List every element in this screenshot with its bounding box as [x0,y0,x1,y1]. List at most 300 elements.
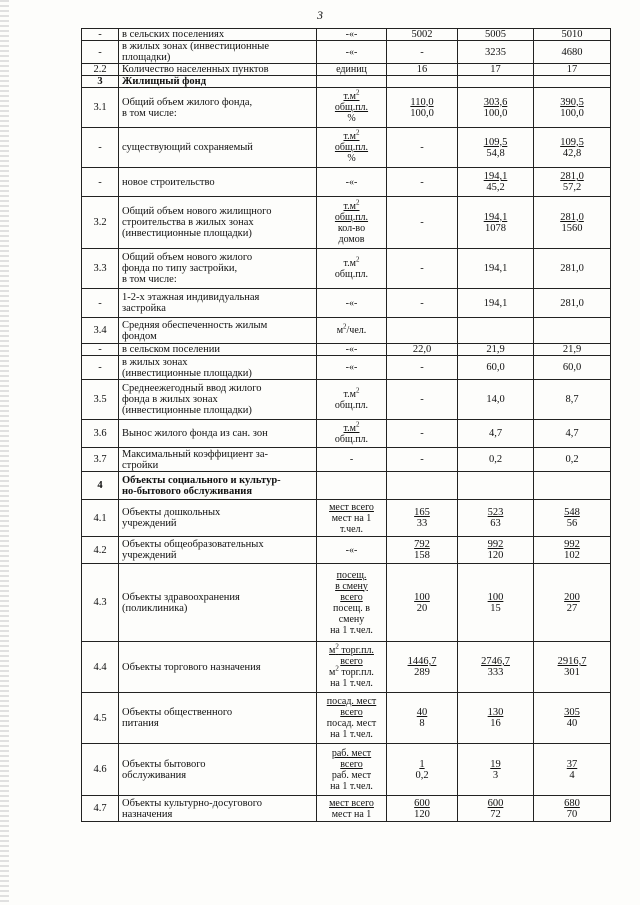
indicator-name [119,537,317,564]
row-number: 3.4 [82,318,119,344]
unit [317,64,387,76]
value-v2 [458,88,534,128]
value-v2 [458,744,534,796]
unit [317,420,387,448]
v3-line: 301 [564,667,580,678]
value-v3 [534,197,611,249]
value-v3 [534,472,611,500]
unit-line: $м^2$ торг.пл. [329,664,374,678]
unit [317,197,387,249]
value-v1 [387,380,458,420]
value-v3 [534,448,611,472]
name-line: (инвестиционные площадки) [122,228,252,239]
unit-line: общ.пл. [334,211,369,223]
unit-line: -«- [345,544,358,556]
indicator-name [119,642,317,693]
value-v1 [387,500,458,537]
name-line: в том числе: [122,107,177,119]
indicator-name [119,76,317,88]
v3-line: 27 [566,602,578,614]
v3-line: 4,7 [565,428,579,439]
v1-line: 8 [419,718,425,729]
value-v2 [458,197,534,249]
unit [317,76,387,88]
name-line: в сельском поселении [122,344,220,355]
indicators-table [81,28,611,822]
row-number: 3.7 [82,448,119,472]
name-line: (инвестиционные площадки) [122,405,252,416]
value-v3 [534,796,611,822]
row-number: - [82,344,119,356]
unit [317,356,387,380]
name-line: Общий объем жилого фонда, [122,96,253,108]
value-v3 [534,344,611,356]
unit-line: мест на 1 [331,808,372,820]
v1-line: 792 [414,539,430,550]
name-line: учреждений [122,518,177,529]
unit-line: % [347,153,356,164]
row-number: 4.5 [82,693,119,744]
value-v2 [458,380,534,420]
v3-line: 548 [564,507,580,518]
row-number: - [82,356,119,380]
v1-line: 289 [414,667,430,678]
v2-line: 14,0 [486,394,505,405]
name-line: Объекты общественного [122,707,233,718]
unit [317,318,387,344]
value-v3 [534,168,611,197]
table-row [82,29,611,41]
v1-line: - [420,217,424,228]
row-number: 3.2 [82,197,119,249]
value-v1 [387,448,458,472]
table-row [82,249,611,289]
name-line: фонда по типу застройки, [122,263,238,274]
v3-line: 1560 [561,222,583,234]
indicator-name [119,41,317,64]
value-v1 [387,537,458,564]
v3-line: 305 [564,707,580,718]
v2-line: 120 [487,550,504,561]
v3-line: 37 [566,758,578,770]
table-row [82,448,611,472]
table-row [82,128,611,168]
name-line: стройки [122,459,159,471]
indicator-name [119,420,317,448]
value-v3 [534,380,611,420]
indicator-name [119,128,317,168]
table-row [82,64,611,76]
name-line: строительства в жилых зонах [122,217,254,228]
name-line: Максимальный коэффициент за- [122,448,268,460]
value-v1 [387,420,458,448]
unit-line: -«- [345,297,358,309]
v1-line: 110,0 [410,96,434,108]
v1-line: 33 [416,518,428,529]
value-v3 [534,500,611,537]
v3-line: 8,7 [565,394,579,405]
name-line: Объекты социального и культур- [122,474,281,486]
value-v2 [458,168,534,197]
v2-line: 60,0 [486,362,505,373]
name-line: Количество населенных пунктов [122,64,269,75]
unit-line: домов [338,233,365,245]
value-v2 [458,29,534,41]
unit-line: посад. мест [326,718,377,729]
value-v3 [534,76,611,88]
v1-line: 16 [416,64,428,75]
indicator-name [119,796,317,822]
row-number: 4.3 [82,564,119,642]
v1-line: 22,0 [412,344,432,355]
table-row [82,318,611,344]
unit [317,693,387,744]
value-v2 [458,76,534,88]
indicator-name [119,380,317,420]
value-v1 [387,168,458,197]
value-v3 [534,41,611,64]
v3-line: 57,2 [562,182,582,193]
value-v2 [458,356,534,380]
unit-line: на 1 т.чел. [330,729,373,740]
row-number: - [82,29,119,41]
value-v3 [534,356,611,380]
value-v1 [387,41,458,64]
name-line: Жилищный фонд [122,76,207,87]
table-row [82,344,611,356]
unit-line: на 1 т.чел. [330,624,373,636]
name-line: но-бытового обслуживания [122,485,253,497]
row-number: - [82,168,119,197]
unit [317,796,387,822]
table-row [82,88,611,128]
value-v2 [458,564,534,642]
v1-line: - [420,297,424,309]
v2-line: 130 [487,707,504,718]
v3-line: 2916,7 [557,656,587,667]
value-v1 [387,796,458,822]
table-row [82,744,611,796]
v3-line: 281,0 [560,297,584,309]
row-number: 4.7 [82,796,119,822]
v2-line: 17 [490,64,501,75]
v2-line: 992 [487,539,504,550]
name-line: Объекты культурно-досугового [122,797,263,809]
table-row [82,420,611,448]
v1-line: 120 [414,808,430,820]
table-row [82,289,611,318]
value-v2 [458,796,534,822]
unit-line: кол-во [337,222,366,234]
name-line: (инвестиционные площадки) [122,367,252,379]
unit [317,500,387,537]
unit [317,249,387,289]
v2-line: 100,0 [483,107,508,119]
unit-line: мест всего [329,797,374,809]
unit-line: всего [340,707,363,718]
value-v1 [387,88,458,128]
value-v2 [458,500,534,537]
value-v2 [458,128,534,168]
v2-line: 5005 [485,29,506,40]
row-number: 4 [82,472,119,500]
unit-line: общ.пл. [334,268,369,280]
v1-line: - [420,394,424,405]
name-line: в жилых зонах (инвестиционные [122,41,269,52]
unit-line: -«- [345,344,358,355]
name-line: назначения [122,808,173,820]
value-v1 [387,76,458,88]
name-line: учреждений [122,550,177,561]
value-v2 [458,318,534,344]
unit-line: общ.пл. [334,142,369,153]
value-v3 [534,128,611,168]
unit-line: общ.пл. [334,102,369,113]
v3-line: 102 [564,550,580,561]
v1-line: - [420,142,424,153]
indicator-name [119,249,317,289]
v2-line: 194,1 [483,211,508,223]
table-row [82,197,611,249]
name-line: Среднеежегодный ввод жилого [122,383,262,394]
name-line: Объекты торгового назначения [122,661,261,673]
v2-line: 333 [487,667,504,678]
unit-line: посещ. [336,569,367,581]
unit [317,744,387,796]
unit-line: -«- [345,46,358,58]
unit-line: $т.м^2$ [343,420,360,434]
v2-line: 2746,7 [481,656,510,667]
unit-line: единиц [336,64,367,75]
name-line: (поликлиника) [122,602,188,614]
value-v1 [387,564,458,642]
unit-line: на 1 т.чел. [330,678,373,689]
indicator-name [119,472,317,500]
value-v3 [534,88,611,128]
binding-margin [0,0,9,905]
name-line: 1-2-х этажная индивидуальная [122,292,260,303]
unit-line: $м^2$/чел. [336,322,367,336]
table-row [82,41,611,64]
value-v1 [387,744,458,796]
name-line: обслуживания [122,769,187,781]
indicator-name [119,448,317,472]
indicator-name [119,64,317,76]
unit-line: на 1 т.чел. [330,780,373,792]
name-line: новое строительство [122,176,215,188]
unit [317,448,387,472]
name-line: Объекты дошкольных [122,507,221,518]
page-number: 3 [317,8,323,22]
unit [317,41,387,64]
unit-line: раб. мест [331,769,372,781]
unit [317,537,387,564]
value-v1 [387,356,458,380]
indicator-name [119,564,317,642]
unit-line: % [347,113,356,124]
value-v3 [534,289,611,318]
table-row [82,693,611,744]
v2-line: 194,1 [483,263,508,274]
name-line: Вынос жилого фонда из сан. зон [122,428,268,439]
unit-line: всего [340,656,363,667]
value-v2 [458,249,534,289]
indicator-name [119,197,317,249]
name-line: застройка [122,303,166,314]
value-v3 [534,29,611,41]
unit-line: -«- [345,29,358,40]
indicator-name [119,88,317,128]
name-line: питания [122,718,159,729]
value-v2 [458,537,534,564]
v3-line: 21,9 [562,344,582,355]
unit [317,642,387,693]
unit-line: -«- [345,362,358,373]
value-v1 [387,642,458,693]
v3-line: 5010 [561,29,583,40]
value-v2 [458,642,534,693]
value-v1 [387,344,458,356]
value-v2 [458,289,534,318]
v2-line: 100 [487,591,504,603]
unit [317,564,387,642]
v1-line: 20 [416,602,428,614]
indicator-name [119,744,317,796]
value-v1 [387,249,458,289]
name-line: в сельских поселениях [122,29,225,40]
v2-line: 194,1 [483,171,508,182]
indicator-name [119,500,317,537]
section-row [82,472,611,500]
v2-line: 3 [492,769,499,781]
row-number: 2.2 [82,64,119,76]
unit-line: смену [338,613,365,625]
name-line: существующий сохраняемый [122,142,253,153]
v1-line: 5002 [411,29,433,40]
indicator-name [119,289,317,318]
value-v1 [387,472,458,500]
value-v3 [534,693,611,744]
v3-line: 109,5 [560,136,584,148]
v1-line: 165 [414,507,430,518]
v1-line: 0,2 [415,769,429,781]
v2-line: 21,9 [486,344,505,355]
unit-line: всего [340,758,363,770]
v2-line: 523 [487,507,504,518]
v3-line: 100,0 [560,107,584,119]
unit-line: мест всего [329,501,374,513]
table-row [82,796,611,822]
v1-line: 40 [416,707,428,718]
value-v3 [534,642,611,693]
v3-line: 56 [566,518,578,529]
indicator-name [119,29,317,41]
unit-line: всего [340,591,363,603]
v3-line: 42,8 [562,147,582,159]
row-number: 3.5 [82,380,119,420]
value-v1 [387,128,458,168]
unit-line: $т.м^2$ [343,88,360,102]
row-number: 4.2 [82,537,119,564]
v3-line: 70 [566,808,578,820]
value-v3 [534,420,611,448]
value-v1 [387,318,458,344]
unit-line: раб. мест [331,747,372,759]
v1-line: 100 [414,591,430,603]
v1-line: - [420,362,424,373]
value-v3 [534,564,611,642]
indicator-name [119,344,317,356]
v2-line: 194,1 [483,297,508,309]
unit [317,168,387,197]
v1-line: - [420,454,424,465]
row-number: - [82,289,119,318]
unit [317,88,387,128]
value-v2 [458,448,534,472]
v2-line: 63 [490,518,501,529]
v1-line: 600 [414,797,430,809]
indicator-name [119,356,317,380]
name-line: Общий объем нового жилищного [122,206,272,217]
value-v3 [534,64,611,76]
v3-line: 4 [569,769,575,781]
v3-line: 992 [564,539,580,550]
v1-line: 158 [414,550,430,561]
section-row [82,76,611,88]
unit [317,344,387,356]
value-v3 [534,318,611,344]
v2-line: 0,2 [488,454,503,465]
v2-line: 3235 [485,46,506,58]
name-line: Объекты общеобразовательных [122,539,264,550]
name-line: Средняя обеспеченность жилым [122,319,268,331]
v3-line: 281,0 [560,263,584,274]
unit-line: мест на 1 [331,512,372,524]
value-v1 [387,289,458,318]
row-number: 3.1 [82,88,119,128]
value-v1 [387,693,458,744]
v3-line: 4680 [561,46,583,58]
indicator-name [119,318,317,344]
v2-line: 4,7 [488,428,503,439]
value-v3 [534,744,611,796]
unit-line: т.чел. [339,523,364,535]
unit-line: $т.м^2$ [343,198,360,212]
table-row [82,537,611,564]
row-number: 3.6 [82,420,119,448]
name-line: фонда в жилых зонах [122,394,218,405]
value-v3 [534,537,611,564]
unit-line: -«- [345,176,358,188]
v3-line: 281,0 [560,171,584,182]
value-v2 [458,41,534,64]
unit-line: $т.м^2$ [343,128,360,142]
indicator-name [119,693,317,744]
unit-line: $т.м^2$ [343,255,360,269]
row-number: - [82,41,119,64]
v2-line: 45,2 [486,182,505,193]
unit-line: $т.м^2$ [343,386,360,400]
v2-line: 303,6 [483,96,508,108]
value-v1 [387,64,458,76]
v2-line: 1078 [485,222,506,234]
table-row [82,168,611,197]
value-v3 [534,249,611,289]
value-v2 [458,344,534,356]
unit [317,29,387,41]
v1-line: - [420,428,424,439]
v3-line: 60,0 [562,362,582,373]
